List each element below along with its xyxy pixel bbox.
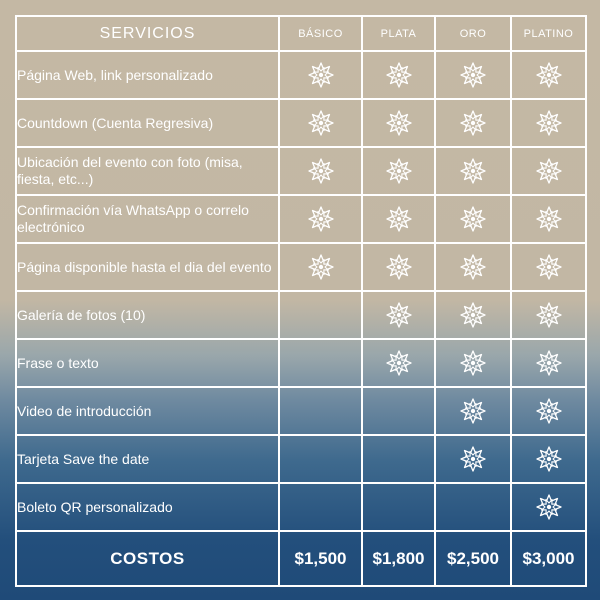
- service-name: Ubicación del evento con foto (misa, fiesta, etc...): [16, 147, 279, 195]
- flower-star-icon: [536, 206, 562, 232]
- flower-star-icon: [308, 206, 334, 232]
- plan-cell: [511, 387, 586, 435]
- flower-star-icon: [536, 158, 562, 184]
- service-name: Página Web, link personalizado: [16, 51, 279, 99]
- plan-cell: [435, 291, 511, 339]
- plan-cell: [511, 99, 586, 147]
- flower-star-icon: [460, 158, 486, 184]
- service-name: Tarjeta Save the date: [16, 435, 279, 483]
- plan-cell: [279, 99, 362, 147]
- service-name: Countdown (Cuenta Regresiva): [16, 99, 279, 147]
- services-header: SERVICIOS: [16, 16, 279, 51]
- service-row: [16, 195, 586, 243]
- plan-cell: [362, 387, 435, 435]
- service-name: Video de introducción: [16, 387, 279, 435]
- plan-cell: [511, 291, 586, 339]
- plan-cell: [435, 387, 511, 435]
- flower-star-icon: [460, 254, 486, 280]
- service-row: [16, 483, 586, 531]
- flower-star-icon: [386, 206, 412, 232]
- flower-star-icon: [460, 110, 486, 136]
- plan-cell: [279, 51, 362, 99]
- flower-star-icon: [536, 398, 562, 424]
- plan-cell: [279, 147, 362, 195]
- plan-cell: [511, 51, 586, 99]
- flower-star-icon: [308, 110, 334, 136]
- flower-star-icon: [460, 206, 486, 232]
- flower-star-icon: [386, 254, 412, 280]
- plan-cell: [435, 435, 511, 483]
- flower-star-icon: [386, 158, 412, 184]
- plan-cell: [435, 483, 511, 531]
- plan-cell: [435, 195, 511, 243]
- flower-star-icon: [386, 110, 412, 136]
- service-name: Galería de fotos (10): [16, 291, 279, 339]
- plan-cell: [435, 99, 511, 147]
- service-row: [16, 51, 586, 99]
- plan-cell: [279, 387, 362, 435]
- plan-cell: [511, 435, 586, 483]
- flower-star-icon: [308, 158, 334, 184]
- plan-cell: [362, 435, 435, 483]
- plan-basico-header: BÁSICO: [279, 16, 362, 51]
- flower-star-icon: [536, 302, 562, 328]
- service-row: [16, 387, 586, 435]
- flower-star-icon: [536, 350, 562, 376]
- plan-cell: [511, 483, 586, 531]
- plan-cell: [279, 435, 362, 483]
- flower-star-icon: [460, 350, 486, 376]
- plan-plata-header: PLATA: [362, 16, 435, 51]
- pricing-table: [15, 15, 587, 587]
- plan-cell: [279, 243, 362, 291]
- flower-star-icon: [308, 254, 334, 280]
- flower-star-icon: [460, 398, 486, 424]
- service-row: [16, 99, 586, 147]
- header-row: [16, 16, 586, 51]
- plan-cell: [362, 147, 435, 195]
- plan-cell: [279, 483, 362, 531]
- plan-cell: [511, 147, 586, 195]
- service-row: [16, 243, 586, 291]
- flower-star-icon: [460, 446, 486, 472]
- flower-star-icon: [536, 110, 562, 136]
- flower-star-icon: [460, 62, 486, 88]
- flower-star-icon: [386, 302, 412, 328]
- flower-star-icon: [536, 254, 562, 280]
- plan-cell: [362, 291, 435, 339]
- plan-cell: [435, 147, 511, 195]
- plan-cell: [435, 339, 511, 387]
- plan-cell: [362, 51, 435, 99]
- service-name: Frase o texto: [16, 339, 279, 387]
- service-row: [16, 291, 586, 339]
- price-platino: $3,000: [511, 531, 586, 586]
- service-name: Confirmación vía WhatsApp o correlo electrónico: [16, 195, 279, 243]
- costs-label: COSTOS: [16, 531, 279, 586]
- service-row: [16, 339, 586, 387]
- plan-cell: [511, 243, 586, 291]
- plan-cell: [362, 483, 435, 531]
- flower-star-icon: [536, 446, 562, 472]
- price-basico: $1,500: [279, 531, 362, 586]
- plan-cell: [362, 339, 435, 387]
- service-name: Página disponible hasta el dia del evento: [16, 243, 279, 291]
- plan-cell: [279, 291, 362, 339]
- price-plata: $1,800: [362, 531, 435, 586]
- plan-cell: [435, 243, 511, 291]
- flower-star-icon: [536, 62, 562, 88]
- plan-cell: [279, 195, 362, 243]
- plan-cell: [511, 339, 586, 387]
- flower-star-icon: [460, 302, 486, 328]
- service-row: [16, 147, 586, 195]
- plan-cell: [511, 195, 586, 243]
- flower-star-icon: [386, 62, 412, 88]
- plan-cell: [362, 99, 435, 147]
- service-name: Boleto QR personalizado: [16, 483, 279, 531]
- plan-platino-header: PLATINO: [511, 16, 586, 51]
- plan-oro-header: ORO: [435, 16, 511, 51]
- plan-cell: [362, 243, 435, 291]
- plan-cell: [362, 195, 435, 243]
- plan-cell: [435, 51, 511, 99]
- flower-star-icon: [386, 350, 412, 376]
- price-oro: $2,500: [435, 531, 511, 586]
- costs-row: [16, 531, 586, 586]
- service-row: [16, 435, 586, 483]
- plan-cell: [279, 339, 362, 387]
- flower-star-icon: [308, 62, 334, 88]
- flower-star-icon: [536, 494, 562, 520]
